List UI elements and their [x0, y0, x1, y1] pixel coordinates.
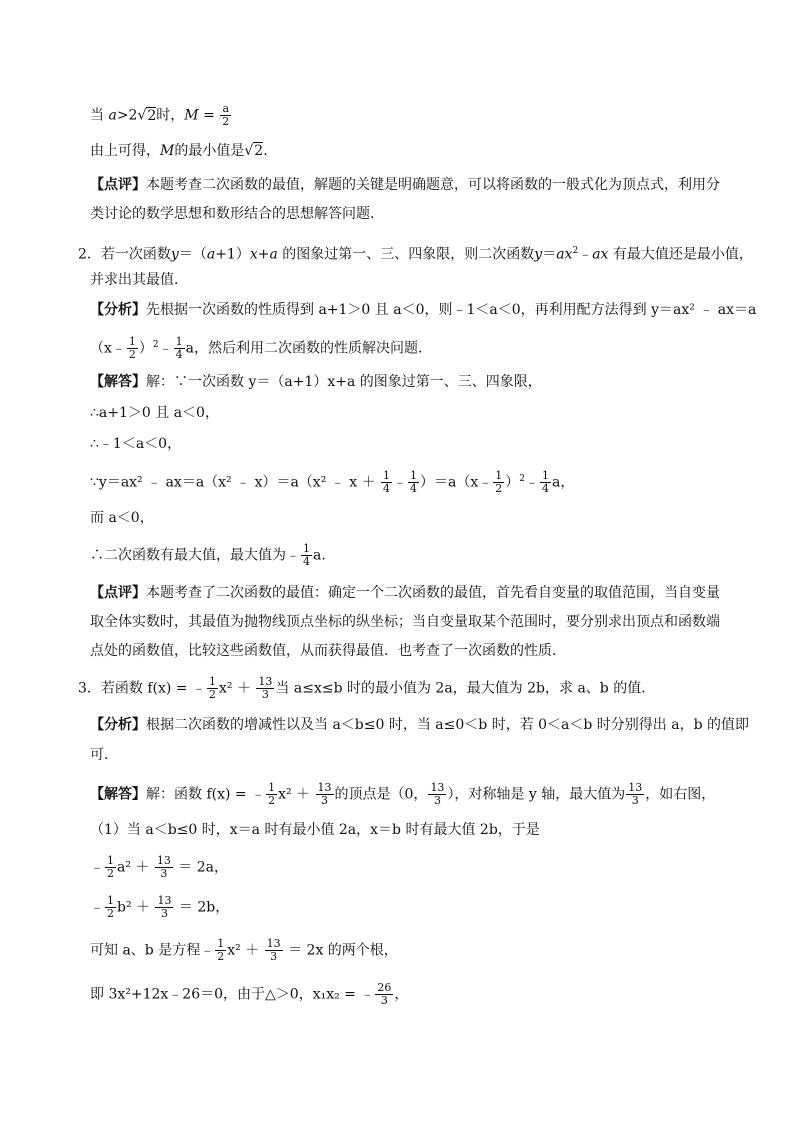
text-fragment: 2: [107, 867, 114, 880]
text-fragment: 13: [628, 781, 643, 794]
text-fragment: ，如右图，: [645, 786, 716, 803]
text-fragment: 1: [107, 854, 114, 867]
text-fragment: 3: [261, 688, 269, 701]
question-3: [78, 676, 734, 701]
text-fragment: 4: [303, 555, 310, 568]
text-fragment: ＝（: [178, 246, 207, 263]
text-fragment: ﹣: [90, 859, 104, 876]
text-fragment: 13: [266, 937, 281, 950]
text-fragment: 3: [270, 950, 278, 963]
question-2-line1: [78, 241, 753, 265]
text-fragment: 4: [410, 482, 418, 496]
text-fragment: 4: [175, 348, 183, 362]
text-fragment: （1）当 a＜b≤0 时，x＝a 时有最小值 2a，x＝b 时有最大值 2b，于是: [90, 822, 540, 838]
text-fragment: 1: [542, 469, 549, 483]
solution-3-line4: [90, 895, 734, 920]
text-fragment: 1: [268, 781, 276, 794]
fraction: [626, 782, 644, 807]
solution-3-line5: [90, 938, 734, 963]
text-fragment: ﹣: [393, 474, 408, 491]
text-fragment: 【分析】: [90, 302, 146, 318]
text-fragment: ）: [505, 474, 520, 491]
text-fragment: 并求出其最值．: [90, 272, 188, 288]
text-fragment: ∴﹣1＜a＜0，: [90, 436, 182, 452]
text-fragment: ∵y＝ax² ﹣ ax＝a（x² ﹣ x）＝a（x² ﹣ x ＋: [90, 474, 381, 491]
var-M: M: [160, 143, 175, 159]
fraction: [301, 543, 312, 568]
text-fragment: x² ＋: [278, 786, 315, 803]
text-fragment: a．: [313, 547, 336, 564]
fraction: [174, 336, 185, 361]
text-fragment: （x﹣: [90, 340, 126, 357]
text-fragment: ﹣: [525, 474, 539, 491]
text-fragment: 1: [107, 894, 114, 907]
text-fragment: 1: [303, 542, 310, 555]
fraction: [215, 938, 226, 963]
text: .: [263, 143, 268, 159]
text-fragment: ＝ 2b，: [174, 899, 230, 916]
fraction: [256, 676, 274, 701]
text-fragment: 有最大值还是最小值，: [608, 246, 753, 263]
fraction: [265, 938, 283, 963]
text-fragment: 13: [156, 854, 171, 867]
solution-2-line1: [90, 372, 734, 392]
text-fragment: 2: [217, 950, 225, 963]
text-fragment: 3: [433, 794, 441, 807]
text-fragment: ax: [592, 246, 609, 263]
fraction: [105, 855, 116, 880]
text-fragment: a: [269, 246, 278, 263]
text-fragment: 【分析】: [90, 717, 146, 733]
text: >2: [116, 107, 138, 124]
text-fragment: 【点评】: [90, 585, 146, 601]
text-fragment: 13: [430, 781, 445, 794]
comment-2-line2: [90, 612, 734, 632]
solution-3-line3: [90, 855, 734, 880]
text-fragment: 可知 a、b 是方程﹣: [90, 942, 215, 959]
text-fragment: y: [534, 246, 543, 263]
text-fragment: ∴a+1＞0 且 a＜0，: [90, 405, 219, 421]
text-fragment: ＝ 2a，: [173, 859, 229, 876]
text: 当: [90, 107, 109, 124]
text-fragment: 而 a＜0，: [90, 510, 154, 526]
fraction: [220, 103, 231, 128]
text-fragment: 3: [160, 907, 168, 920]
analysis-3-line2: [90, 745, 734, 765]
text-fragment: a: [206, 246, 216, 263]
fraction: [127, 336, 138, 361]
text-fragment: 【解答】: [90, 786, 146, 803]
text-fragment: 【解答】: [90, 374, 146, 390]
solution-2-line2: [90, 403, 734, 423]
fraction: [428, 782, 446, 807]
text-fragment: +1）: [215, 246, 250, 263]
text-fragment: ﹣: [578, 246, 593, 263]
text-fragment: x² ＋: [227, 942, 264, 959]
text-fragment: 13: [157, 894, 172, 907]
question-2-line2: [90, 270, 734, 290]
text-fragment: 1: [410, 469, 418, 483]
text-fragment: 1: [495, 469, 503, 483]
text-fragment: a，: [552, 474, 575, 491]
text-fragment: 3: [380, 994, 388, 1007]
text-fragment: 1: [383, 469, 391, 483]
text-fragment: 1: [209, 675, 216, 688]
solution-2-line3: [90, 434, 734, 454]
text-fragment: a² ＋: [117, 859, 154, 876]
fraction: [381, 470, 392, 495]
text-fragment: 2: [128, 348, 136, 362]
text-fragment: 1: [175, 335, 183, 349]
text-fragment: 可．: [90, 747, 118, 763]
text-fragment: y: [170, 246, 179, 263]
fraction: [266, 782, 277, 807]
text-fragment: 解：函数 f(x) = ﹣: [146, 786, 266, 803]
text-fragment: 2: [519, 474, 525, 484]
text: 类讨论的数学思想和数形结合的思想解答问题．: [90, 206, 384, 222]
fraction: [207, 676, 218, 701]
text-fragment: x: [249, 246, 258, 263]
fraction: [540, 470, 551, 495]
text-fragment: 点处的函数值，比较这些函数值，从而获得最值．也考查了一次函数的性质．: [90, 643, 566, 659]
text-fragment: ﹣: [90, 899, 104, 916]
text-fragment: 2: [495, 482, 503, 496]
text: 本题考查二次函数的最值，解题的关键是明确题意，可以将函数的一般式化为顶点式，利用分: [146, 177, 720, 193]
text-fragment: 即 3x²+12x﹣26＝0，由于△＞0，x₁x₂ = ﹣: [90, 986, 375, 1003]
text-fragment: ax: [556, 246, 573, 263]
text-fragment: 4: [383, 482, 391, 496]
text-fragment: 1: [217, 937, 225, 950]
comment-1-line1: [90, 175, 734, 195]
fraction: [408, 470, 419, 495]
fraction: [155, 895, 173, 920]
text-fragment: 先根据一次函数的性质得到 a+1＞0 且 a＜0，则﹣1＜a＜0，再利用配方法得到 y＝ax² ﹣ ax＝a: [146, 302, 757, 318]
fraction: [316, 782, 334, 807]
text-fragment: 2: [209, 688, 216, 701]
analysis-3-line1: [90, 715, 750, 735]
comment-tag: 【点评】: [90, 177, 146, 193]
text-fragment: 3．若函数 f(x) = ﹣: [78, 680, 206, 697]
text: =: [198, 107, 220, 124]
text-fragment: ，: [394, 986, 409, 1003]
text-fragment: ＝: [542, 246, 557, 263]
text-fragment: 本题考查了二次函数的最值：确定一个二次函数的最值，首先看自变量的取值范围，当自变量: [146, 585, 720, 601]
sqrt-radicand: 2: [147, 107, 157, 124]
text-fragment: 2: [572, 246, 579, 256]
text-fragment: b² ＋: [117, 899, 155, 916]
text-fragment: 3: [321, 794, 329, 807]
text-fragment: ﹣: [158, 340, 173, 357]
analysis-2-line2: [90, 335, 734, 361]
text-fragment: ）＝a（x﹣: [420, 474, 493, 491]
comment-2-line1: [90, 583, 734, 603]
text-fragment: 的顶点是（0，: [334, 786, 428, 803]
text-fragment: ∴二次函数有最大值，最大值为﹣: [90, 547, 300, 564]
text-fragment: 1: [128, 335, 136, 349]
text-fragment: 2: [152, 340, 159, 350]
text-fragment: 取全体实数时，其最值为抛物线顶点坐标的纵坐标；当自变量取某个范围时，要分别求出顶点和函数端: [90, 614, 720, 630]
text-fragment: 当 a≤x≤b 时的最小值为 2a，最大值为 2b，求 a、b 的值．: [275, 680, 656, 697]
comment-1-line2: [90, 204, 734, 224]
line-case-a: 当 a>2√2时，M = $\frac{a}{2}$: [90, 102, 230, 128]
text-fragment: 2: [107, 907, 114, 920]
solution-3-line1: [90, 782, 734, 807]
solution-2-line5: [90, 508, 734, 528]
solution-2-line6: [90, 543, 734, 568]
text-fragment: ）: [138, 340, 153, 357]
var-M: M: [184, 107, 199, 124]
text-fragment: 根据二次函数的增减性以及当 a＜b≤0 时，当 a≤0＜b 时，若 0＜a＜b 时分别得出 a，b 的值即: [146, 717, 750, 733]
text-fragment: 2: [222, 115, 230, 128]
solution-3-line2: [90, 820, 734, 840]
analysis-2-line1: [90, 300, 757, 320]
text-fragment: 13: [258, 675, 273, 688]
line-conclusion: 由上可得，M的最小值是√2.: [90, 143, 268, 159]
text-fragment: 26: [377, 981, 392, 994]
text-fragment: ），对称轴是 y 轴，最大值为: [447, 786, 626, 803]
text-fragment: 3: [160, 867, 168, 880]
comment-2-line3: [90, 641, 734, 661]
text-fragment: x² ＋: [219, 680, 256, 697]
text: 由上可得，: [90, 143, 160, 159]
text-fragment: +: [257, 246, 270, 263]
fraction: [105, 895, 116, 920]
text-fragment: ＝ 2x 的两个根，: [283, 942, 398, 959]
var-a: a: [108, 107, 117, 124]
text-fragment: 3: [631, 794, 639, 807]
text-fragment: 2．若一次函数: [78, 246, 171, 263]
text-fragment: 2: [268, 794, 276, 807]
text-fragment: 4: [542, 482, 549, 496]
sqrt-radicand: 2: [254, 143, 264, 159]
text-fragment: 解：∵一次函数 y＝（a+1）x+a 的图象过第一、三、四象限，: [146, 374, 542, 390]
text-fragment: 13: [317, 781, 332, 794]
text-fragment: a，然后利用二次函数的性质解决问题．: [185, 340, 432, 357]
fraction: [155, 855, 173, 880]
fraction: [375, 982, 393, 1007]
text: 时，: [156, 107, 185, 124]
solution-2-line4: [90, 469, 734, 495]
fraction: [493, 470, 504, 495]
text-fragment: a: [220, 103, 231, 116]
text-fragment: 的图象过第一、三、四象限，则二次函数: [277, 246, 535, 263]
text: 的最小值是: [174, 143, 245, 159]
solution-3-line6: [90, 982, 734, 1007]
